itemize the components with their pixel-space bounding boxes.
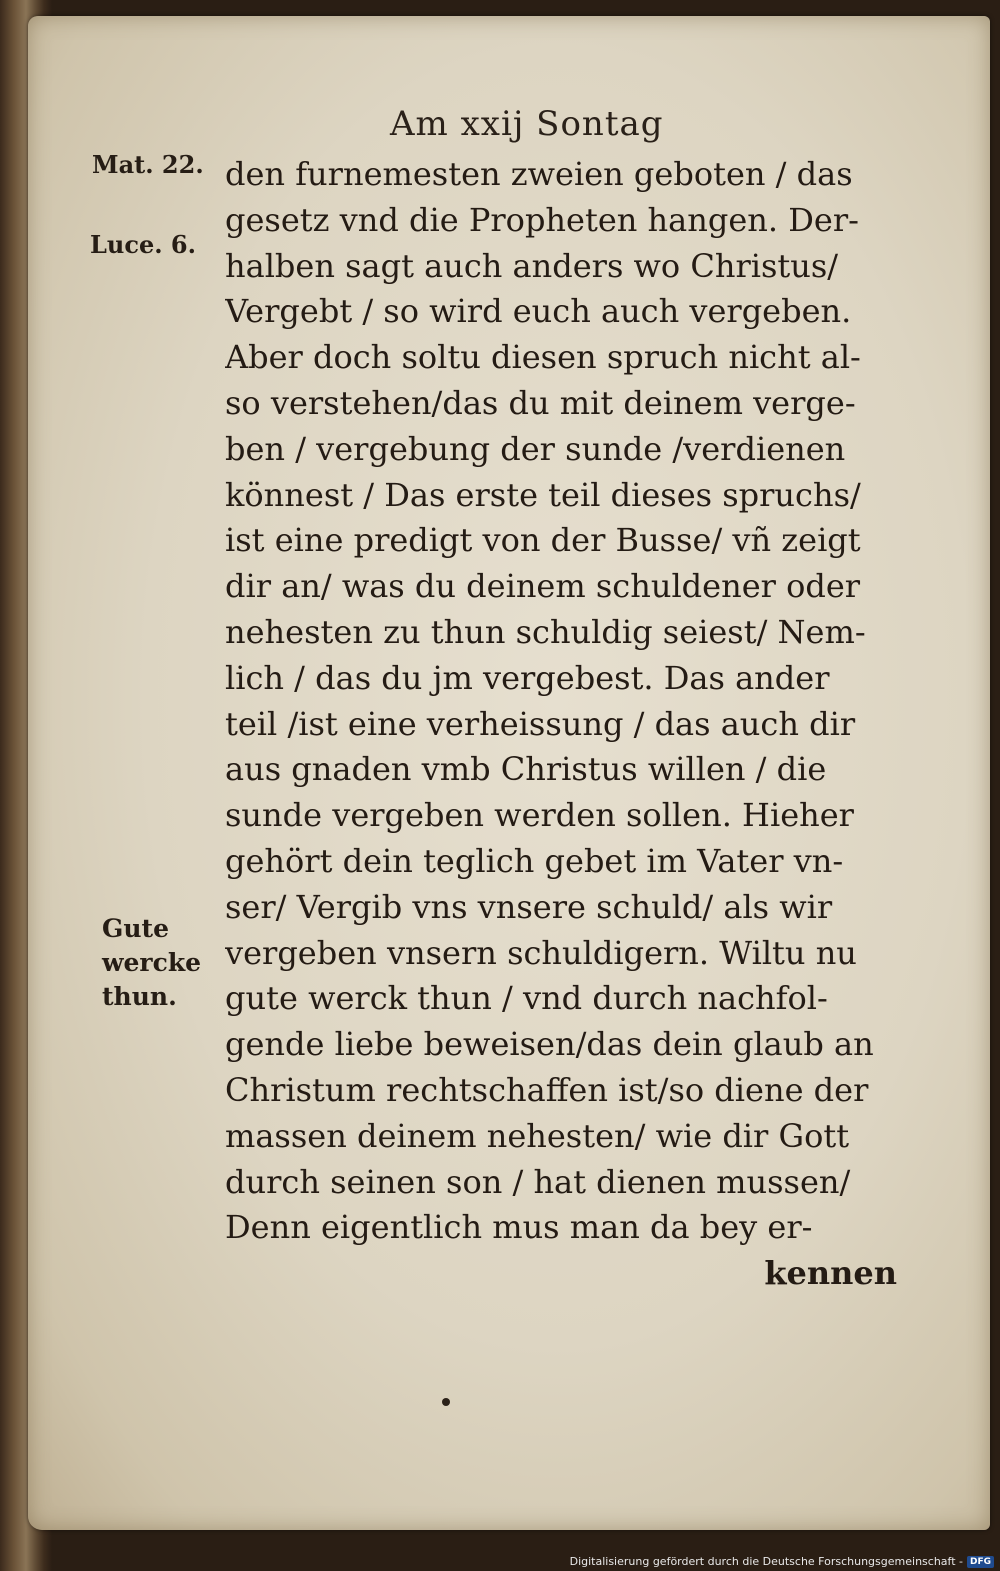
text-line: gute werck thun / vnd durch nachfol- — [225, 979, 828, 1018]
running-header: Am xxij Sontag — [390, 104, 664, 144]
text-line: den furnemesten zweien geboten / das — [225, 155, 853, 193]
margin-note-line: Gute — [102, 914, 169, 943]
text-line: gesetz vnd die Propheten hangen. Der- — [225, 200, 859, 239]
margin-note-luce: Luce. 6. — [90, 230, 196, 259]
margin-note-line: wercke — [102, 948, 202, 977]
text-line: ser/ Vergib vns vnsere schuld/ als wir — [225, 887, 833, 926]
text-line: durch seinen son / hat dienen mussen/ — [225, 1162, 851, 1201]
text-line: Vergebt / so wird euch auch vergeben. — [225, 292, 852, 331]
text-line: teil /ist eine verheissung / das auch dir — [225, 704, 856, 743]
dfg-logo-icon: DFG — [967, 1556, 994, 1568]
text-line: lich / das du jm vergebest. Das ander — [225, 658, 830, 697]
catchword: kennen — [764, 1254, 897, 1293]
text-line: halben sagt auch anders wo Christus/ — [225, 246, 839, 285]
funding-text: Digitalisierung gefördert durch die Deutsche Forschungsgemeinschaft - — [569, 1555, 963, 1568]
margin-note-line: thun. — [102, 982, 177, 1011]
text-line: so verstehen/das du mit deinem verge- — [225, 383, 856, 422]
margin-note-mat: Mat. 22. — [92, 150, 204, 179]
text-line: aus gnaden vmb Christus willen / die — [225, 750, 827, 789]
text-line: vergeben vnsern schuldigern. Wiltu nu — [225, 933, 857, 972]
text-line: gehört dein teglich gebet im Vater vn- — [225, 841, 844, 880]
text-line: massen deinem nehesten/ wie dir Gott — [225, 1116, 850, 1155]
text-line: könnest / Das erste teil dieses spruchs/ — [225, 475, 861, 514]
text-line: Denn eigentlich mus man da bey er- — [225, 1208, 813, 1247]
text-line: ist eine predigt von der Busse/ vñ zeigt — [225, 521, 861, 560]
text-line: gende liebe beweisen/das dein glaub an — [225, 1025, 874, 1064]
text-line: nehesten zu thun schuldig seiest/ Nem- — [225, 612, 866, 651]
main-text-block — [225, 152, 915, 1297]
text-line: Christum rechtschaffen ist/so diene der — [225, 1070, 869, 1109]
text-line: dir an/ was du deinem schuldener oder — [225, 567, 861, 606]
text-line: sunde vergeben werden sollen. Hieher — [225, 796, 854, 835]
ink-dot — [442, 1398, 450, 1406]
text-line: ben / vergebung der sunde /verdienen — [225, 429, 846, 468]
funding-footer — [570, 1555, 994, 1568]
margin-note-gute-wercke — [102, 912, 201, 1014]
text-line: Aber doch soltu diesen spruch nicht al- — [225, 338, 861, 377]
